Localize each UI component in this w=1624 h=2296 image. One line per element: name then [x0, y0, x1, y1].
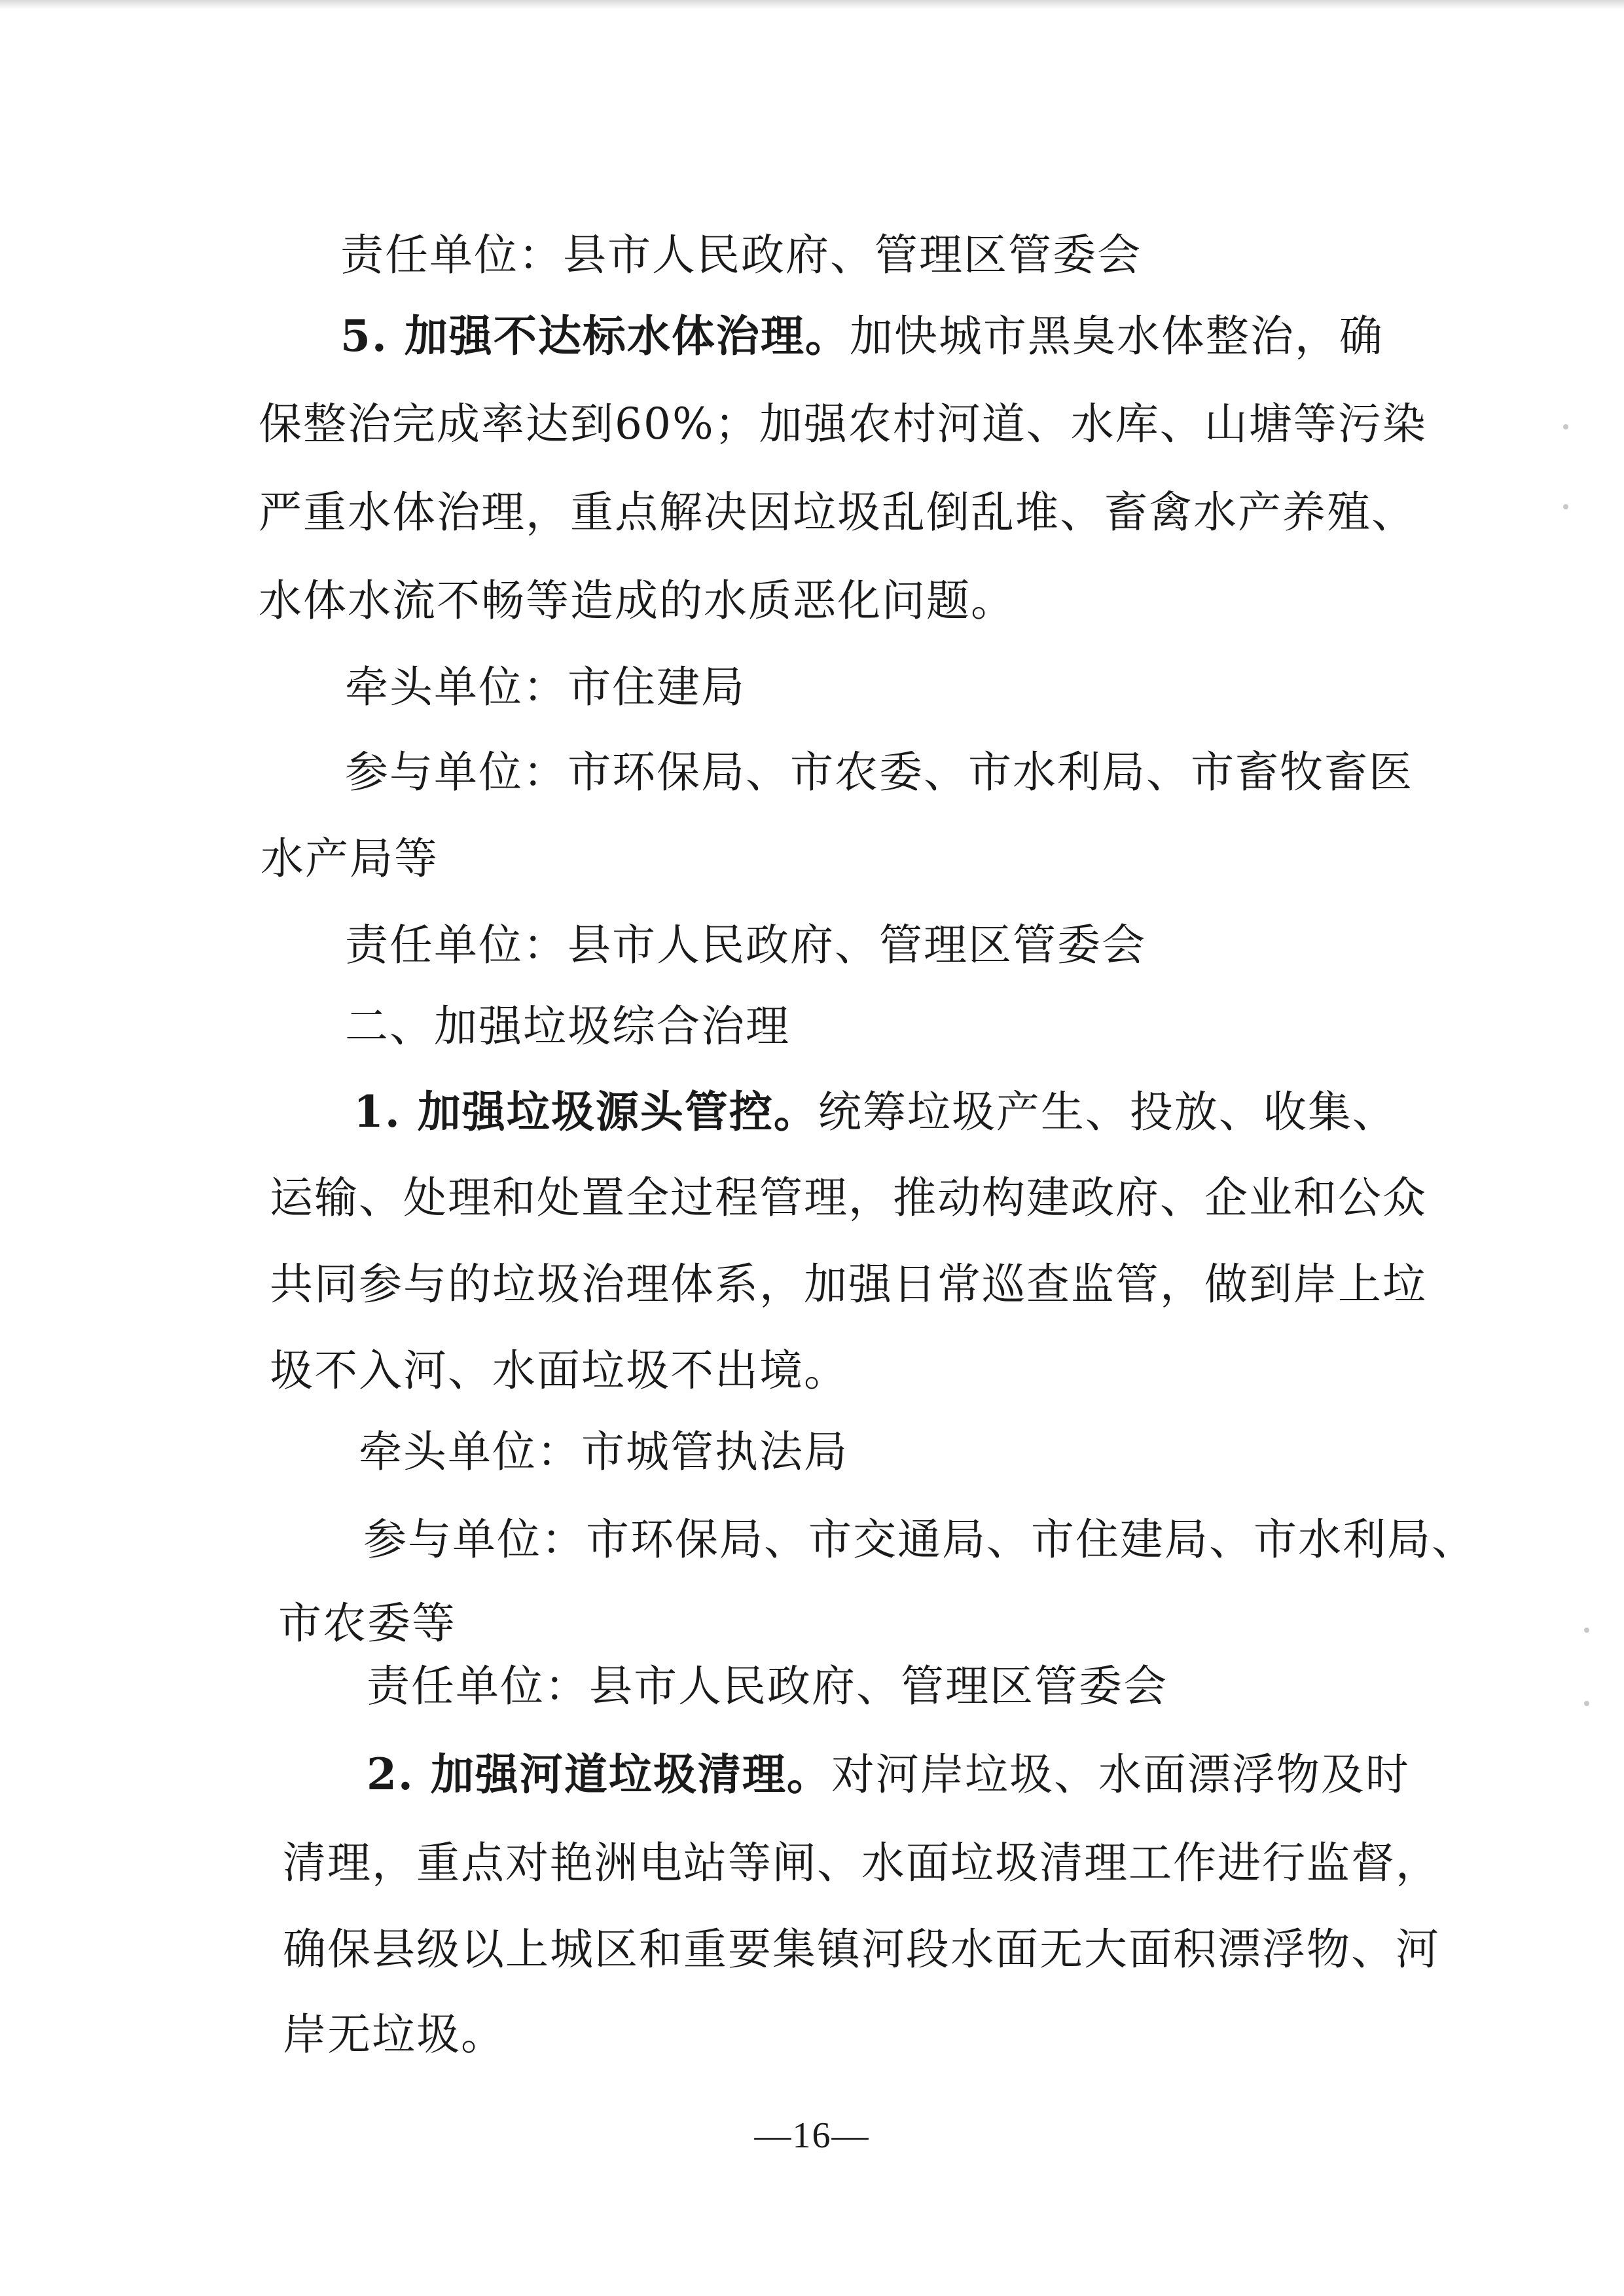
scan-speck	[1563, 424, 1568, 429]
paragraph-line: 确保县级以上城区和重要集镇河段水面无大面积漂浮物、河	[283, 1924, 1440, 1975]
paragraph-line: 保整治完成率达到60%；加强农村河道、水库、山塘等污染	[259, 399, 1427, 449]
item-1-heading: 1. 加强垃圾源头管控。	[353, 1086, 818, 1137]
responsible-unit-line: 责任单位：县市人民政府、管理区管委会	[345, 920, 1146, 970]
paragraph-line: 圾不入河、水面垃圾不出境。	[270, 1345, 848, 1396]
item-1-text: 统筹垃圾产生、投放、收集、	[818, 1087, 1397, 1137]
paragraph-line: 水体水流不畅等造成的水质恶化问题。	[259, 575, 1015, 626]
paragraph-line: 运输、处理和处置全过程管理，推动构建政府、企业和公众	[270, 1173, 1427, 1223]
scan-speck	[1584, 1628, 1589, 1633]
responsible-unit-line: 责任单位：县市人民政府、管理区管委会	[340, 230, 1142, 280]
item-5-text-end: 确	[1339, 311, 1384, 361]
item-2-line	[367, 1748, 1410, 1801]
item-2-text: 对河岸垃圾、水面漂浮物及时	[831, 1749, 1410, 1800]
scan-edge	[0, 0, 1624, 9]
paragraph-line: 岸无垃圾。	[283, 2009, 505, 2060]
responsible-unit-line: 责任单位：县市人民政府、管理区管委会	[367, 1661, 1168, 1711]
paragraph-line: 严重水体治理，重点解决因垃圾乱倒乱堆、畜禽水产养殖、	[259, 487, 1416, 538]
section-heading: 二、加强垃圾综合治理	[345, 1001, 790, 1051]
paragraph-line: 共同参与的垃圾治理体系，加强日常巡查监管，做到岸上垃	[270, 1259, 1427, 1309]
participating-unit-line: 参与单位：市环保局、市农委、市水利局、市畜牧畜医	[345, 747, 1413, 797]
participating-unit-line-cont: 水产局等	[261, 833, 439, 884]
lead-unit-line: 牵头单位：市城管执法局	[359, 1427, 848, 1477]
item-5-line	[340, 310, 1384, 363]
item-5-heading: 5. 加强不达标水体治理。	[340, 310, 850, 361]
item-5-text: 加快城市黑臭水体整治，	[849, 311, 1339, 361]
lead-unit-line: 牵头单位：市住建局	[345, 662, 746, 712]
participating-unit-line: 参与单位：市环保局、市交通局、市住建局、市水利局、	[363, 1514, 1476, 1565]
item-1-line	[353, 1085, 1397, 1139]
page-number: —16—	[754, 2115, 870, 2156]
paragraph-line: 清理，重点对艳洲电站等闸、水面垃圾清理工作进行监督，	[283, 1838, 1440, 1888]
scan-speck	[1563, 504, 1568, 509]
item-2-heading: 2. 加强河道垃圾清理。	[367, 1749, 831, 1800]
scan-speck	[1584, 1701, 1589, 1706]
participating-unit-line-cont: 市农委等	[278, 1598, 456, 1649]
